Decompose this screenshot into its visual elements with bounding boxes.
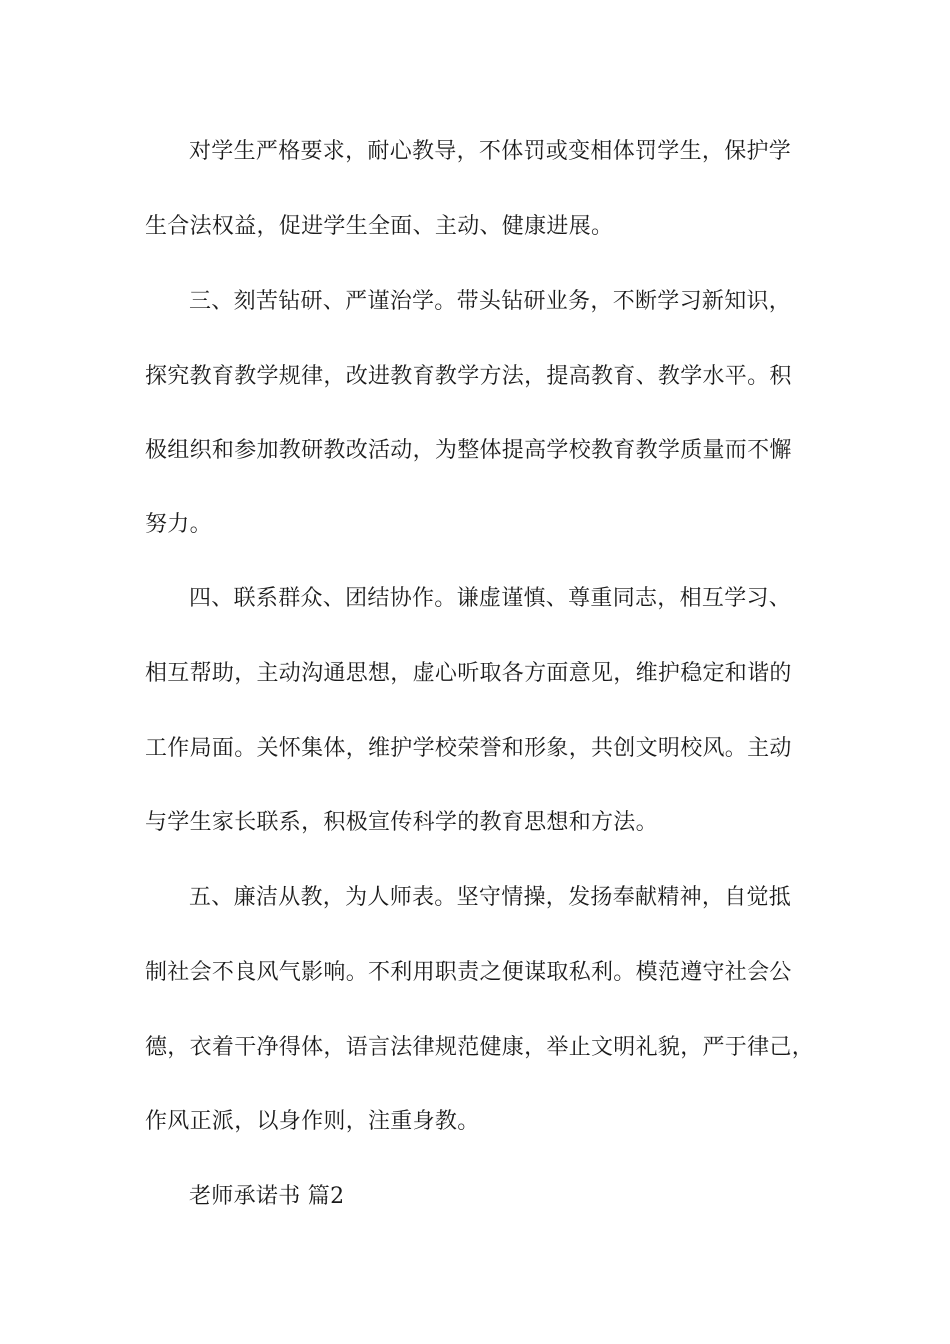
paragraph-2-line-3: 极组织和参加教研教改活动，为整体提高学校教育教学质量而不懈: [145, 438, 792, 463]
section-heading: 老师承诺书 篇2: [189, 1184, 345, 1209]
paragraph-4-line-4: 作风正派，以身作则，注重身教。: [145, 1109, 480, 1134]
paragraph-3-line-2: 相互帮助，主动沟通思想，虚心听取各方面意见，维护稳定和谐的: [145, 661, 792, 686]
paragraph-2-line-2: 探究教育教学规律，改进教育教学方法，提高教育、教学水平。积: [145, 364, 792, 389]
paragraph-1-line-2: 生合法权益，促进学生全面、主动、健康进展。: [145, 214, 614, 239]
paragraph-4-line-3: 德，衣着干净得体，语言法律规范健康，举止文明礼貌，严于律己，: [145, 1035, 815, 1060]
paragraph-3-line-4: 与学生家长联系，积极宣传科学的教育思想和方法。: [145, 810, 658, 835]
paragraph-4-line-1: 五、廉洁从教，为人师表。坚守情操，发扬奉献精神，自觉抵: [189, 885, 792, 910]
paragraph-4-line-2: 制社会不良风气影响。不利用职责之便谋取私利。模范遵守社会公: [145, 960, 792, 985]
paragraph-3-line-3: 工作局面。关怀集体，维护学校荣誉和形象，共创文明校风。主动: [145, 736, 792, 761]
paragraph-2-line-4: 努力。: [145, 512, 212, 537]
paragraph-2-line-1: 三、刻苦钻研、严谨治学。带头钻研业务，不断学习新知识，: [189, 289, 792, 314]
paragraph-3-line-1: 四、联系群众、团结协作。谦虚谨慎、尊重同志，相互学习、: [189, 586, 792, 611]
paragraph-1-line-1: 对学生严格要求，耐心教导，不体罚或变相体罚学生，保护学: [189, 139, 792, 164]
